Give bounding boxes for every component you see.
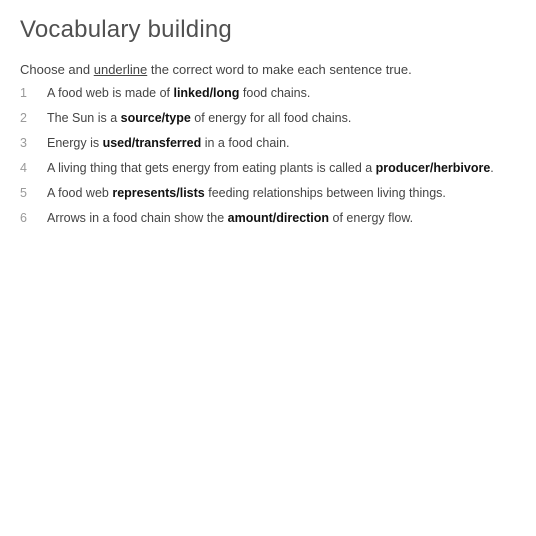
instruction-text <box>20 62 412 77</box>
item-number: 4 <box>20 161 27 175</box>
sentence-before: A food web <box>47 186 113 200</box>
item-number: 5 <box>20 186 27 200</box>
item-number: 3 <box>20 136 27 150</box>
instruction-underlined-word: underline <box>93 62 148 77</box>
word-choice: used/transferred <box>102 136 202 150</box>
sentence-text <box>47 186 446 200</box>
item-number: 1 <box>20 86 27 100</box>
word-choice: producer/herbivore <box>375 161 491 175</box>
sentence-after: feeding relationships between living things. <box>204 186 446 200</box>
sentence-before: The Sun is a <box>47 111 121 125</box>
word-choice: represents/lists <box>112 186 205 200</box>
page-title: Vocabulary building <box>20 16 232 43</box>
sentence-text <box>47 161 494 175</box>
sentence-after: of energy for all food chains. <box>190 111 352 125</box>
sentence-text <box>47 136 290 150</box>
item-number: 2 <box>20 111 27 125</box>
instruction-before: Choose and <box>20 62 94 77</box>
sentence-before: Arrows in a food chain show the <box>47 211 228 225</box>
sentence-text <box>47 211 413 225</box>
word-choice: amount/direction <box>227 211 330 225</box>
word-choice: linked/long <box>173 86 240 100</box>
sentence-after: in a food chain. <box>201 136 290 150</box>
sentence-before: A food web is made of <box>47 86 174 100</box>
sentence-text <box>47 86 310 100</box>
instruction-after: the correct word to make each sentence true. <box>147 62 412 77</box>
sentence-after: . <box>490 161 494 175</box>
sentence-before: Energy is <box>47 136 103 150</box>
sentence-text <box>47 111 351 125</box>
word-choice: source/type <box>120 111 191 125</box>
item-number: 6 <box>20 211 27 225</box>
sentence-after: food chains. <box>239 86 311 100</box>
sentence-before: A living thing that gets energy from eating plants is called a <box>47 161 376 175</box>
sentence-after: of energy flow. <box>329 211 414 225</box>
